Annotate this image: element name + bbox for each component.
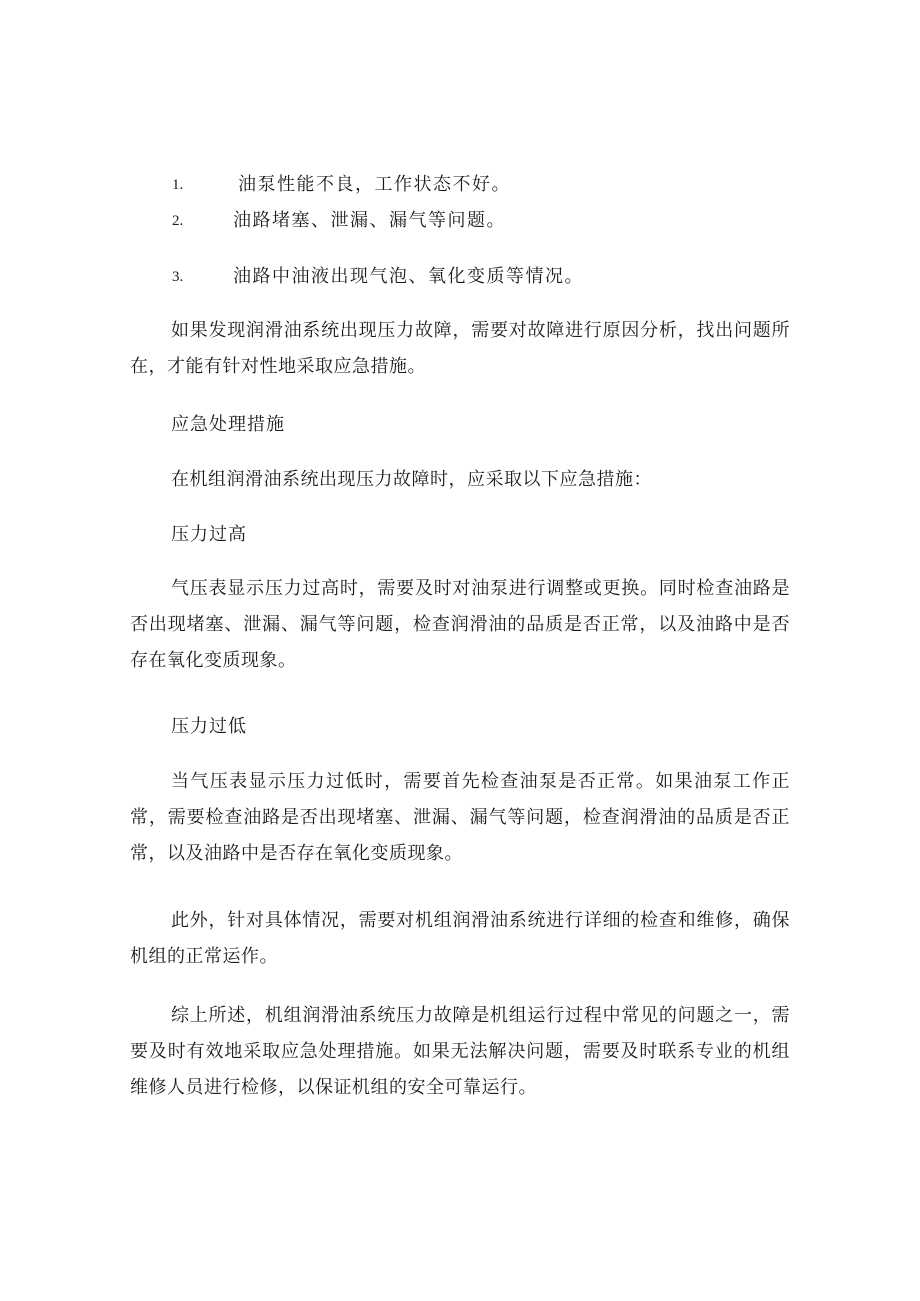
- list-item: [0, 262, 920, 292]
- paragraph-emergency-intro: 在机组润滑油系统出现压力故障时，应采取以下应急措施：: [171, 469, 652, 490]
- list-text: 油泵性能不良，工作状态不好。: [238, 174, 511, 195]
- list-item: [0, 206, 920, 236]
- list-item: [0, 170, 920, 200]
- paragraph-additional: 此外，针对具体情况，需要对机组润滑油系统进行详细的检查和维修，确保机组的正常运作。: [130, 910, 790, 967]
- list-number: 1.: [172, 177, 184, 193]
- paragraph-pressure-high: 气压表显示压力过高时，需要及时对油泵进行调整或更换。同时检查油路是否出现堵塞、泄漏、漏气等问题，检查润滑油的品质是否正常，以及油路中是否存在氧化变质现象。: [130, 578, 790, 671]
- heading-pressure-low: 压力过低: [171, 716, 247, 737]
- heading-emergency-measures: 应急处理措施: [171, 414, 285, 435]
- list-number: 3.: [172, 269, 184, 285]
- paragraph-pressure-low: 当气压表显示压力过低时，需要首先检查油泵是否正常。如果油泵工作正常，需要检查油路是否出现堵塞、泄漏、漏气等问题，检查润滑油的品质是否正常，以及油路中是否存在氧化变质现象。: [130, 771, 790, 864]
- list-number: 2.: [172, 213, 184, 229]
- list-text: 油路中油液出现气泡、氧化变质等情况。: [233, 266, 584, 287]
- heading-pressure-high: 压力过高: [171, 524, 247, 545]
- paragraph-analysis: 如果发现润滑油系统出现压力故障，需要对故障进行原因分析，找出问题所在，才能有针对性地采取应急措施。: [130, 320, 790, 377]
- list-text: 油路堵塞、泄漏、漏气等问题。: [233, 210, 506, 231]
- paragraph-conclusion: 综上所述，机组润滑油系统压力故障是机组运行过程中常见的问题之一，需要及时有效地采取应急处理措施。如果无法解决问题，需要及时联系专业的机组维修人员进行检修，以保证机组的安全可靠运行。: [130, 1005, 790, 1098]
